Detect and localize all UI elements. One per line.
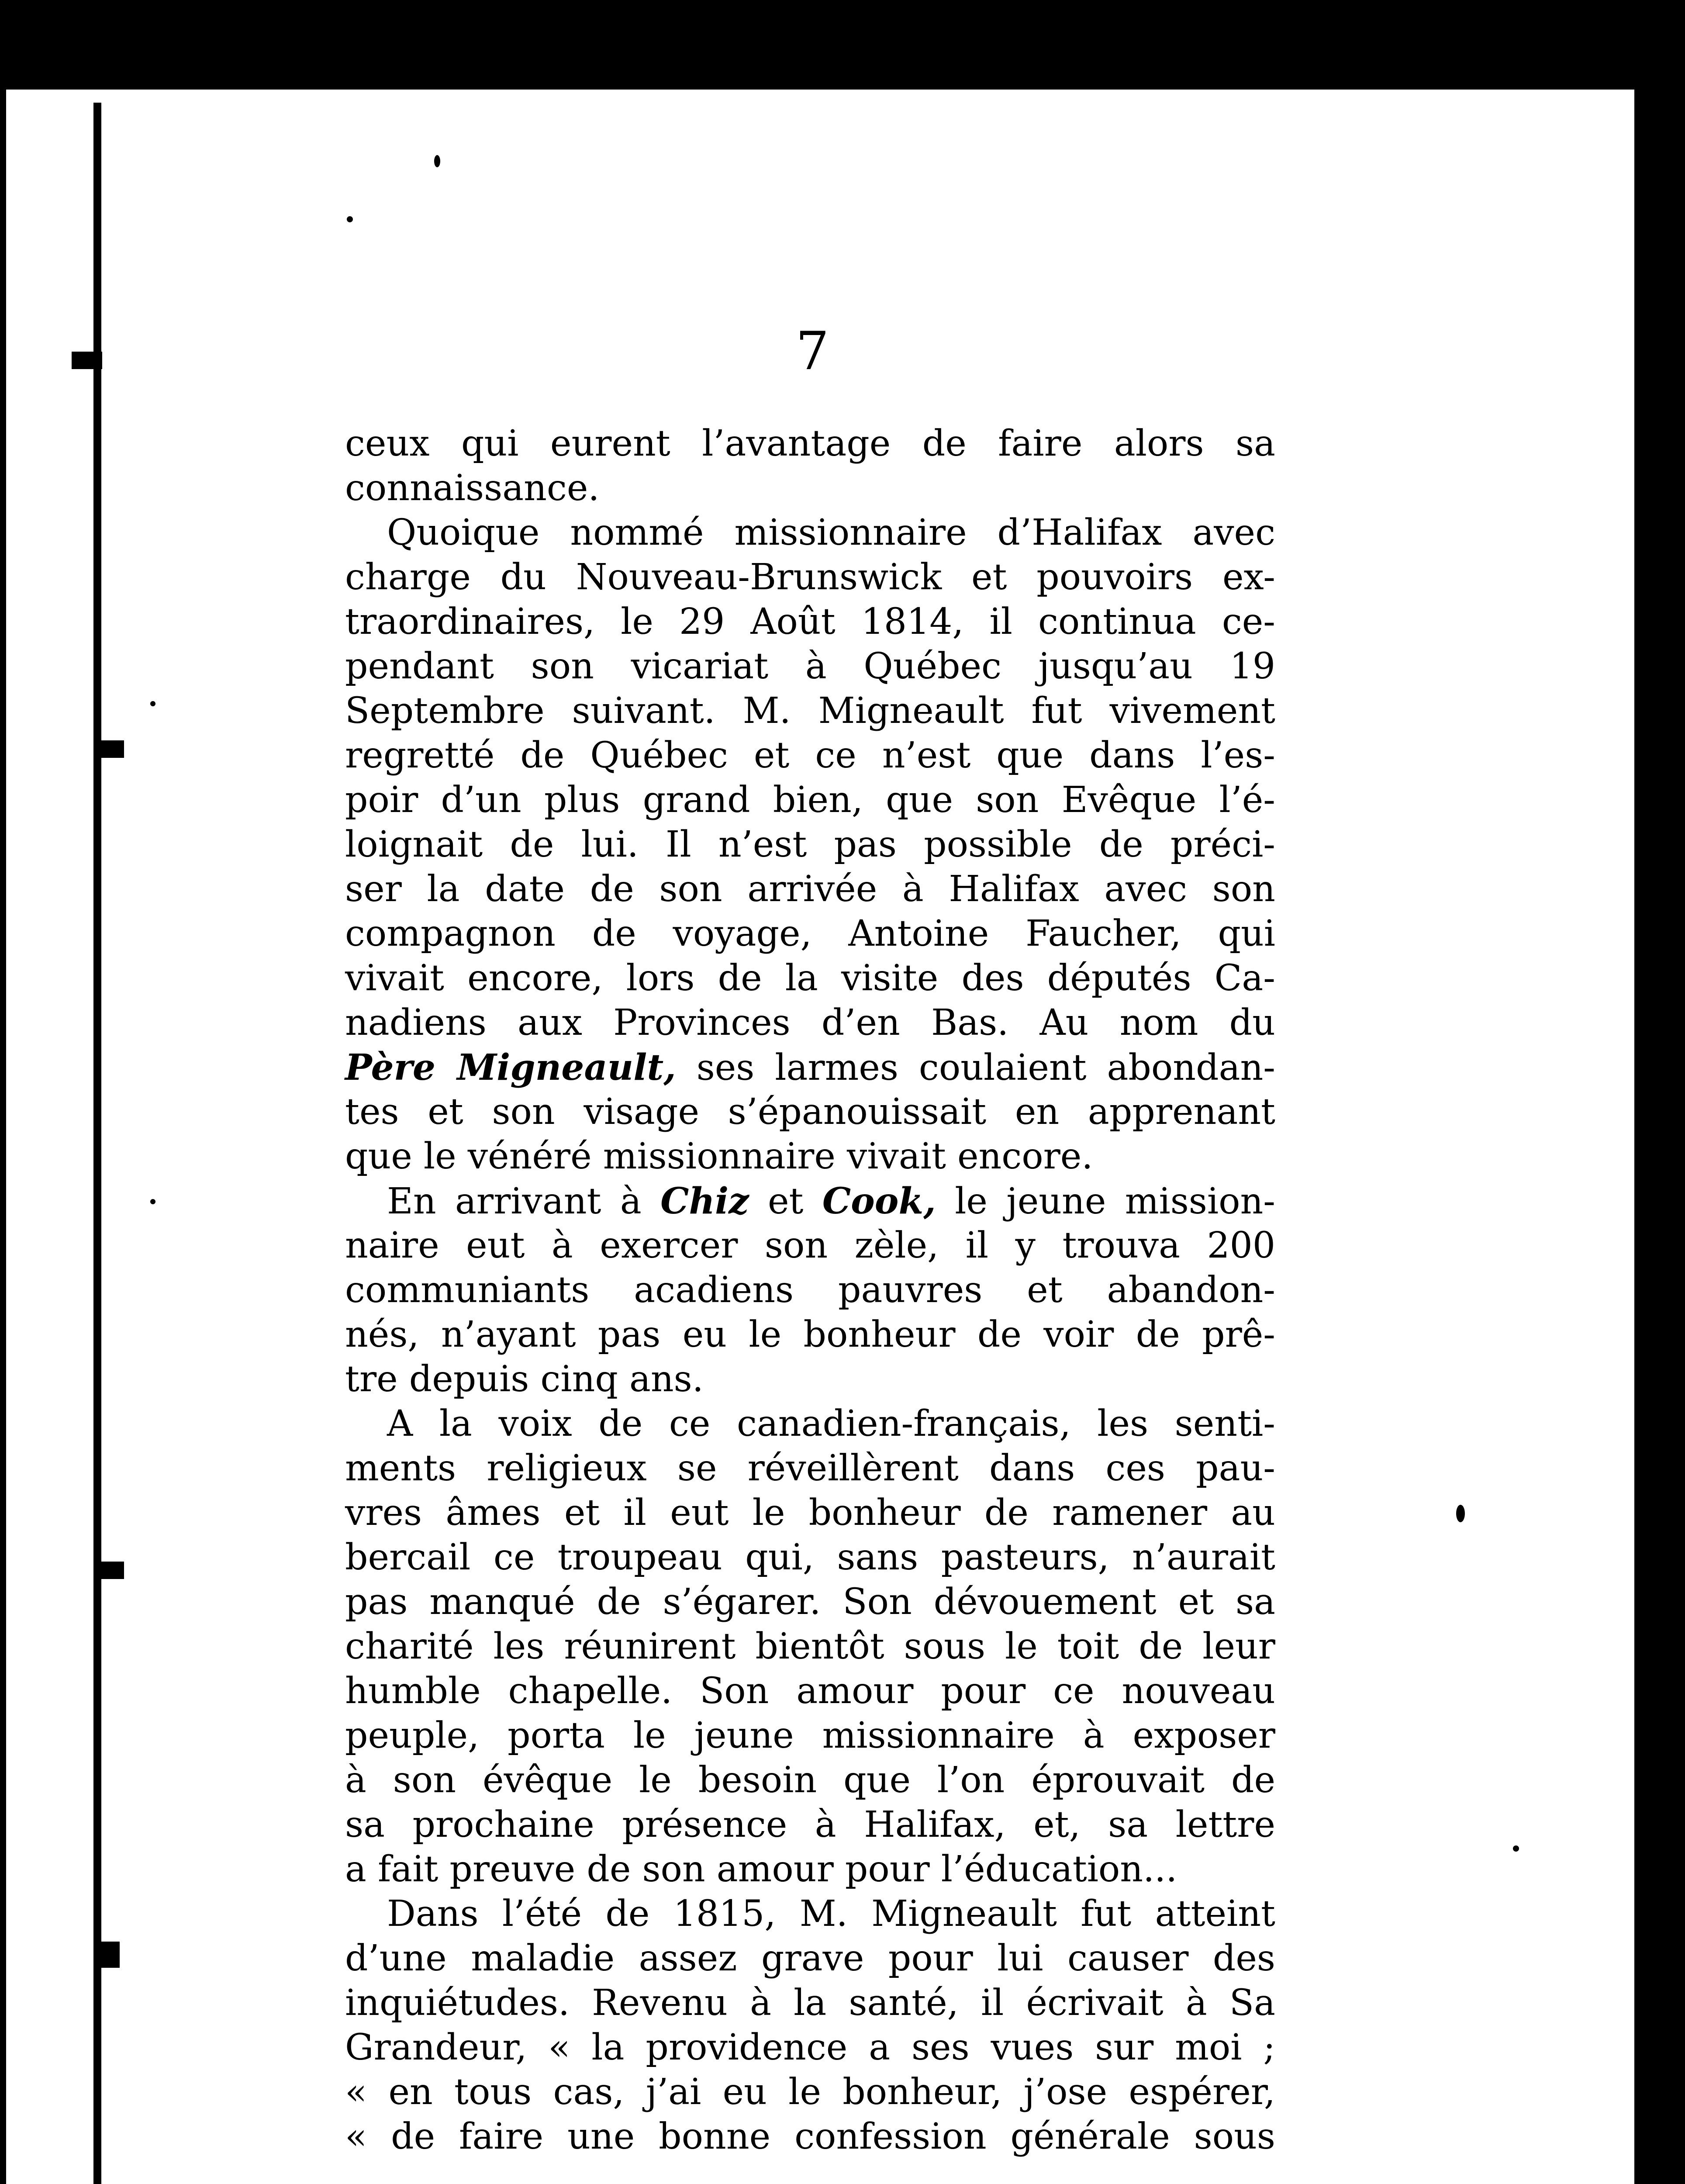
speck	[347, 216, 353, 222]
text-line: Septembre suivant. M. Migneault fut vivement	[345, 690, 1275, 732]
text-line: charge du Nouveau-Brunswick et pouvoirs ex-	[345, 556, 1275, 598]
italic-name: Père Migneault,	[345, 1047, 676, 1089]
text-line: vivait encore, lors de la visite des députés Ca-	[345, 957, 1275, 999]
text-line: à son évêque le besoin que l’on éprouvait de	[345, 1759, 1275, 1801]
text-line: vres âmes et il eut le bonheur de ramener au	[345, 1492, 1275, 1534]
text-line: humble chapelle. Son amour pour ce nouveau	[345, 1670, 1275, 1712]
text-line: Grandeur, « la providence a ses vues sur moi ;	[345, 2027, 1275, 2068]
text-line: « en tous cas, j’ai eu le bonheur, j’ose espérer,	[345, 2071, 1275, 2113]
binding-edge	[93, 103, 101, 2184]
binding-notch	[93, 740, 124, 758]
text-line: inquiétudes. Revenu à la santé, il écrivait à Sa	[345, 1982, 1275, 2024]
text-line: pendant son vicariat à Québec jusqu’au 19	[345, 646, 1275, 687]
text-line: d’une maladie assez grave pour lui causer des	[345, 1938, 1275, 1979]
text-line	[345, 1179, 1275, 1223]
text-line: ments religieux se réveillèrent dans ces pau-	[345, 1448, 1275, 1489]
text-span: le jeune mission-	[936, 1181, 1275, 1222]
text-line: « de faire une bonne confession générale sous	[345, 2116, 1275, 2157]
binding-notch	[93, 1942, 120, 1968]
text-line: charité les réunirent bientôt sous le toit de leur	[345, 1626, 1275, 1667]
text-line: ceux qui eurent l’avantage de faire alors sa	[345, 423, 1275, 464]
text-line: peuple, porta le jeune missionnaire à exposer	[345, 1715, 1275, 1756]
text-line: a fait preuve de son amour pour l’éducation...	[345, 1849, 1177, 1890]
text-line: tes et son visage s’épanouissait en apprenant	[345, 1091, 1275, 1133]
speck	[434, 155, 440, 167]
text-line: que le vénéré missionnaire vivait encore.	[345, 1136, 1093, 1177]
body-text	[345, 422, 1275, 2159]
text-line: naire eut à exercer son zèle, il y trouva 200	[345, 1225, 1275, 1266]
text-line: nés, n’ayant pas eu le bonheur de voir de prê-	[345, 1314, 1275, 1355]
italic-name: Cook,	[822, 1180, 936, 1222]
text-span: ses larmes coulaient abondan-	[676, 1047, 1275, 1089]
binding-notch	[72, 352, 102, 369]
text-line: A la voix de ce canadien-français, les senti-	[387, 1403, 1275, 1444]
text-line: bercail ce troupeau qui, sans pasteurs, n’aurait	[345, 1537, 1275, 1578]
text-line: connaissance.	[345, 467, 600, 509]
text-line: Dans l’été de 1815, M. Migneault fut atteint	[387, 1893, 1275, 1935]
text-line: pas manqué de s’égarer. Son dévouement et sa	[345, 1581, 1275, 1623]
speck	[150, 701, 155, 706]
text-line: tre depuis cinq ans.	[345, 1358, 704, 1400]
text-line: ser la date de son arrivée à Halifax avec son	[345, 868, 1275, 910]
text-span: et	[749, 1181, 822, 1222]
text-line: poir d’un plus grand bien, que son Evêque l’é-	[345, 779, 1275, 821]
text-line: Quoique nommé missionnaire d’Halifax avec	[387, 512, 1275, 553]
text-line: loignait de lui. Il n’est pas possible de préci-	[345, 824, 1275, 865]
speck	[150, 1199, 155, 1204]
page-number: 7	[796, 321, 829, 382]
text-line: nadiens aux Provinces d’en Bas. Au nom du	[345, 1002, 1275, 1044]
text-line: traordinaires, le 29 Août 1814, il continua ce-	[345, 601, 1275, 643]
speck	[1456, 1505, 1465, 1522]
speck	[1513, 1845, 1519, 1852]
italic-name: Chiz	[660, 1180, 749, 1222]
binding-notch	[93, 1562, 124, 1579]
text-line	[345, 1045, 1275, 1090]
text-line: compagnon de voyage, Antoine Faucher, qui	[345, 913, 1275, 954]
text-span: En arrivant à	[387, 1181, 661, 1222]
text-line: communiants acadiens pauvres et abandon-	[345, 1269, 1275, 1311]
text-line: regretté de Québec et ce n’est que dans l’es-	[345, 735, 1275, 776]
text-line: sa prochaine présence à Halifax, et, sa lettre	[345, 1804, 1275, 1845]
scanned-page	[6, 90, 1634, 2184]
